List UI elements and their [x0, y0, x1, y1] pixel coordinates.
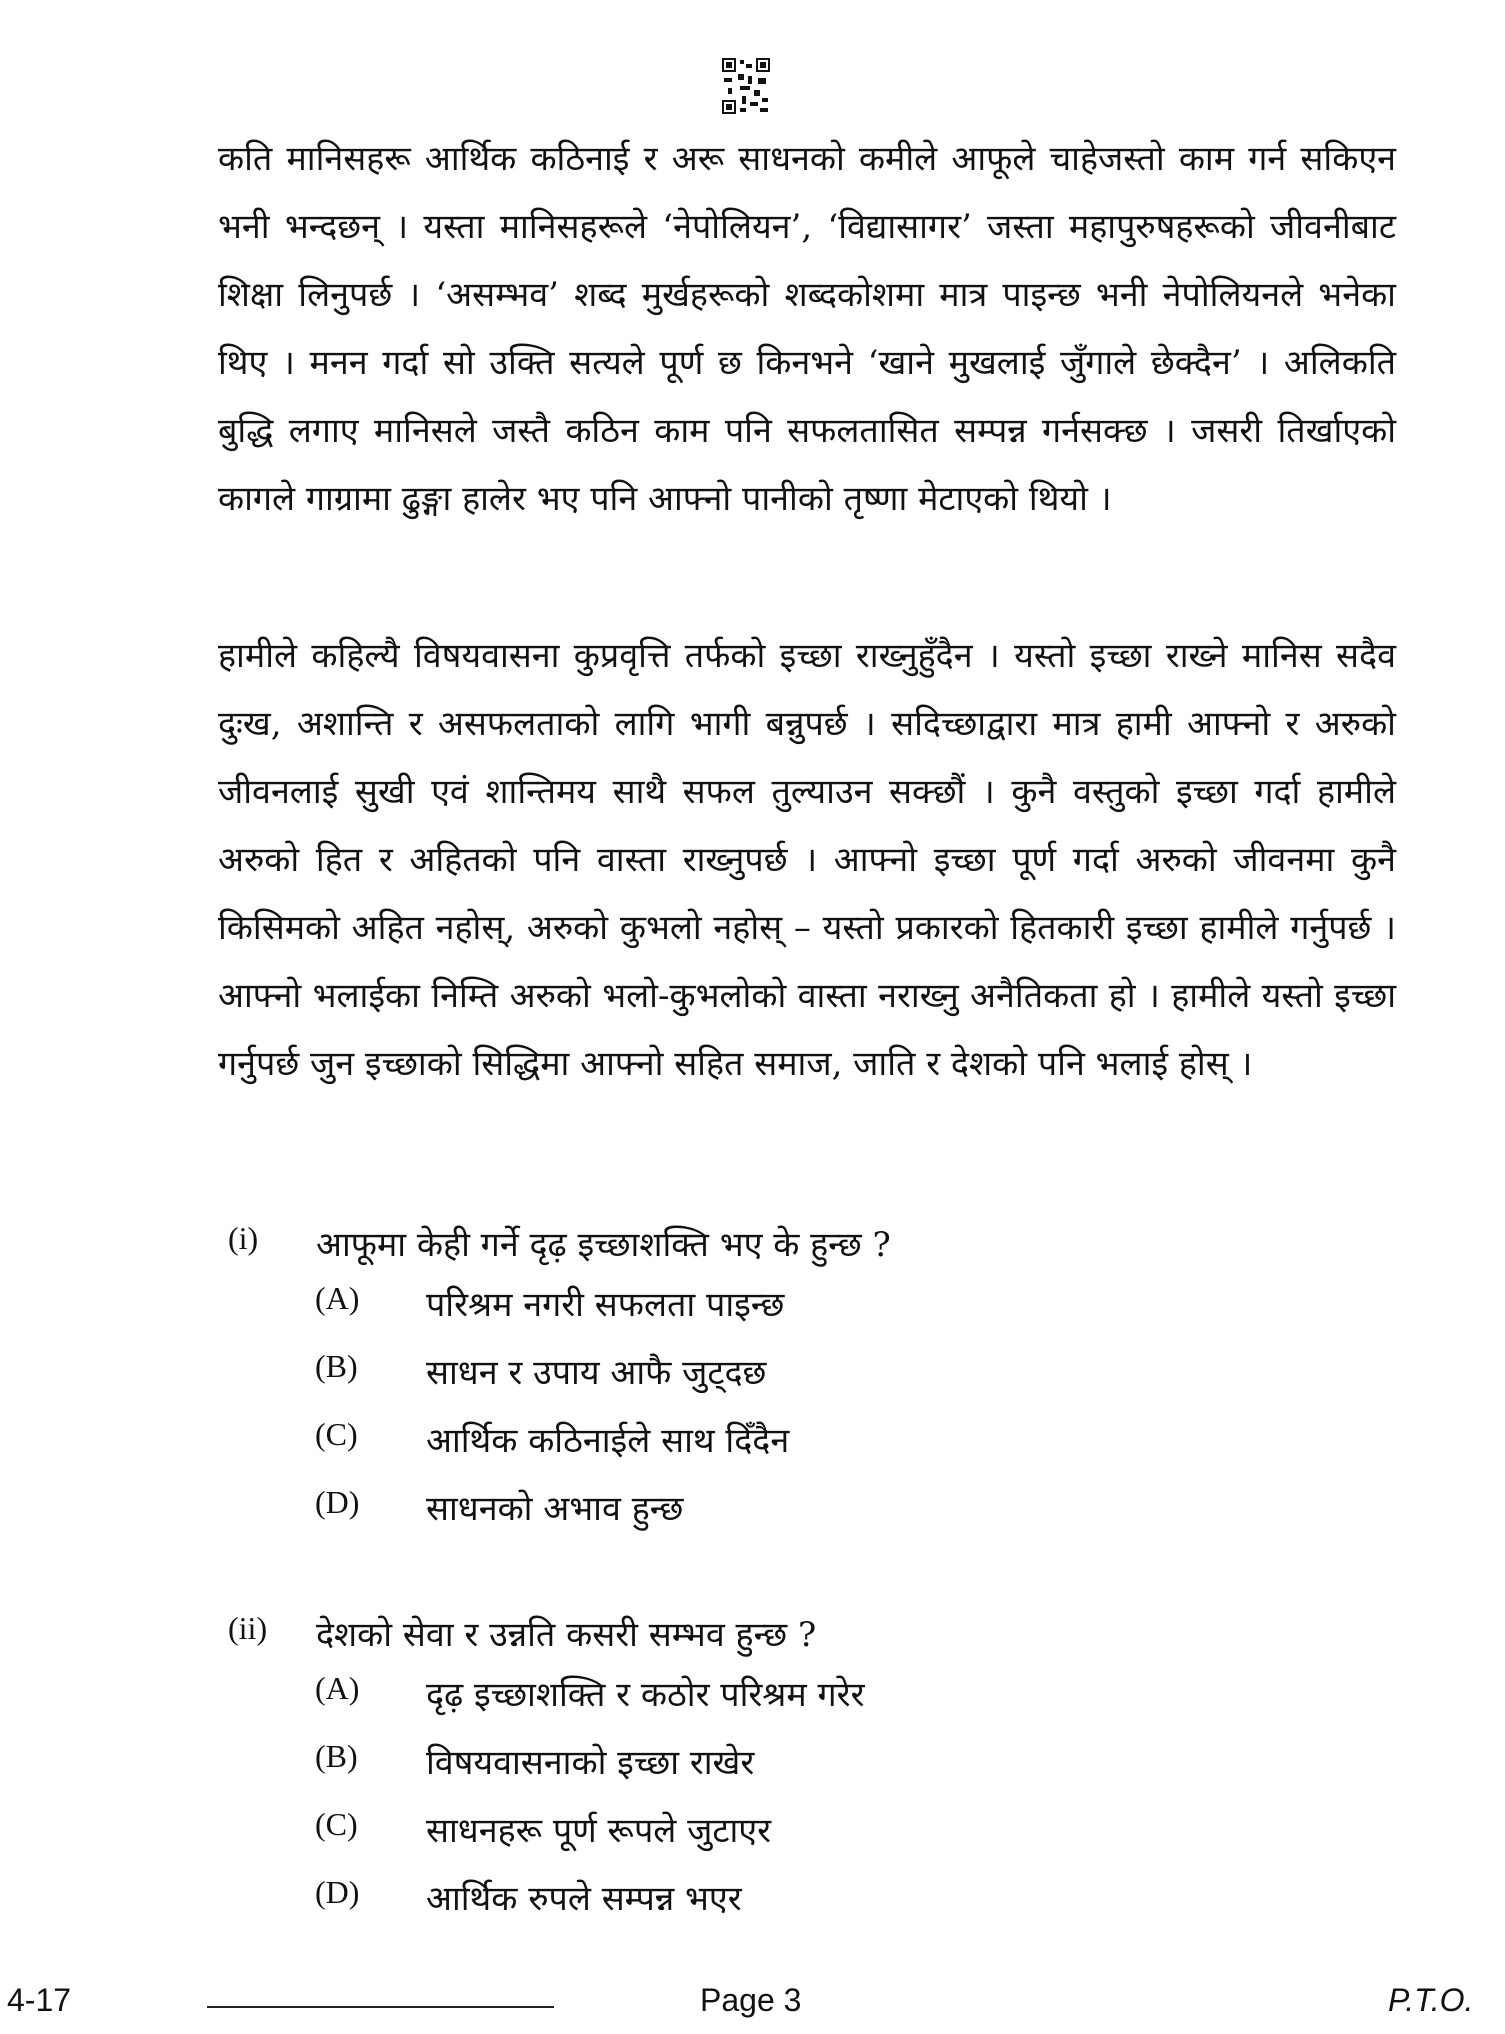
question-stem: आफूमा केही गर्ने दृढ़ इच्छाशक्ति भए के हुन्छ ? — [316, 1225, 891, 1265]
qr-code — [722, 58, 770, 114]
option-a — [218, 1670, 1318, 1738]
option-c — [218, 1416, 1318, 1484]
option-label: (B) — [315, 1348, 358, 1384]
option-b — [218, 1348, 1318, 1416]
option-a — [218, 1280, 1318, 1348]
option-label: (B) — [315, 1738, 358, 1774]
option-label: (C) — [315, 1416, 358, 1452]
option-b — [218, 1738, 1318, 1806]
option-text: परिश्रम नगरी सफलता पाइन्छ — [426, 1285, 785, 1325]
option-label: (D) — [315, 1484, 360, 1520]
page-number: Page 3 — [700, 1982, 802, 2018]
option-text: विषयवासनाको इच्छा राखेर — [426, 1743, 755, 1783]
paper-code: 4-17 — [7, 1982, 72, 2018]
option-text: साधनको अभाव हुन्छ — [426, 1489, 684, 1529]
option-text: आर्थिक कठिनाईले साथ दिँदैन — [426, 1421, 790, 1461]
passage-paragraph-2: हामीले कहिल्यै विषयवासना कुप्रवृत्ति तर्फको इच्छा राख्नुहुँदैन । यस्तो इच्छा राख्ने मानिस सदैव दुःख, अशान्ति र असफलताको लागि भागी बन्नुपर्छ । सदिच्छाद्वारा मात्र हामी आफ्नो र अरुको जीवनलाई सुखी एवं शान्तिमय साथै सफल तुल्याउन सक्छौं । कुनै वस्तुको इच्छा गर्दा हामीले अरुको हित र अहितको पनि वास्ता राख्नुपर्छ । आफ्नो इच्छा पूर्ण गर्दा अरुको जीवनमा कुनै किसिमको अहित नहोस्, अरुको कुभलो नहोस् – यस्तो प्रकारको हितकारी इच्छा हामीले गर्नुपर्छ । आफ्नो भलाईका निम्ति अरुको भलो-कुभलोको वास्ता नराख्नु अनैतिकता हो । हामीले यस्तो इच्छा गर्नुपर्छ जुन इच्छाको सिद्धिमा आफ्नो सहित समाज, जाति र देशको पनि भलाई होस् । — [218, 636, 1396, 1084]
option-label: (C) — [315, 1806, 358, 1842]
question-stem: देशको सेवा र उन्नति कसरी सम्भव हुन्छ ? — [316, 1615, 817, 1655]
option-label: (D) — [315, 1874, 360, 1910]
option-label: (A) — [315, 1280, 360, 1316]
pto-label: P.T.O. — [1388, 1982, 1474, 2018]
option-text: दृढ़ इच्छाशक्ति र कठोर परिश्रम गरेर — [426, 1675, 865, 1715]
question-number: (i) — [228, 1220, 259, 1256]
footer-rule — [207, 2006, 554, 2008]
passage-paragraph-1: कति मानिसहरू आर्थिक कठिनाई र अरू साधनको कमीले आफूले चाहेजस्तो काम गर्न सकिएन भनी भन्दछन् । यस्ता मानिसहरूले ‘नेपोलियन’, ‘विद्यासागर’ जस्ता महापुरुषहरूको जीवनीबाट शिक्षा लिनुपर्छ । ‘असम्भव’ शब्द मुर्खहरूको शब्दकोशमा मात्र पाइन्छ भनी नेपोलियनले भनेका थिए । मनन गर्दा सो उक्ति सत्यले पूर्ण छ किनभने ‘खाने मुखलाई जुँगाले छेक्दैन’ । अलिकति बुद्धि लगाए मानिसले जस्तै कठिन काम पनि सफलतासित सम्पन्न गर्नसक्छ । जसरी तिर्खाएको कागले गाग्रामा ढुङ्गा हालेर भए पनि आफ्नो पानीको तृष्णा मेटाएको थियो । — [218, 139, 1396, 519]
option-text: आर्थिक रुपले सम्पन्न भएर — [426, 1879, 742, 1919]
option-text: साधन र उपाय आफै जुट्दछ — [426, 1353, 767, 1393]
option-label: (A) — [315, 1670, 360, 1706]
question-1 — [218, 1220, 1318, 1552]
option-c — [218, 1806, 1318, 1874]
option-d — [218, 1874, 1318, 1942]
option-text: साधनहरू पूर्ण रूपले जुटाएर — [426, 1811, 772, 1851]
question-number: (ii) — [228, 1610, 268, 1646]
question-2 — [218, 1610, 1318, 1942]
option-d — [218, 1484, 1318, 1552]
